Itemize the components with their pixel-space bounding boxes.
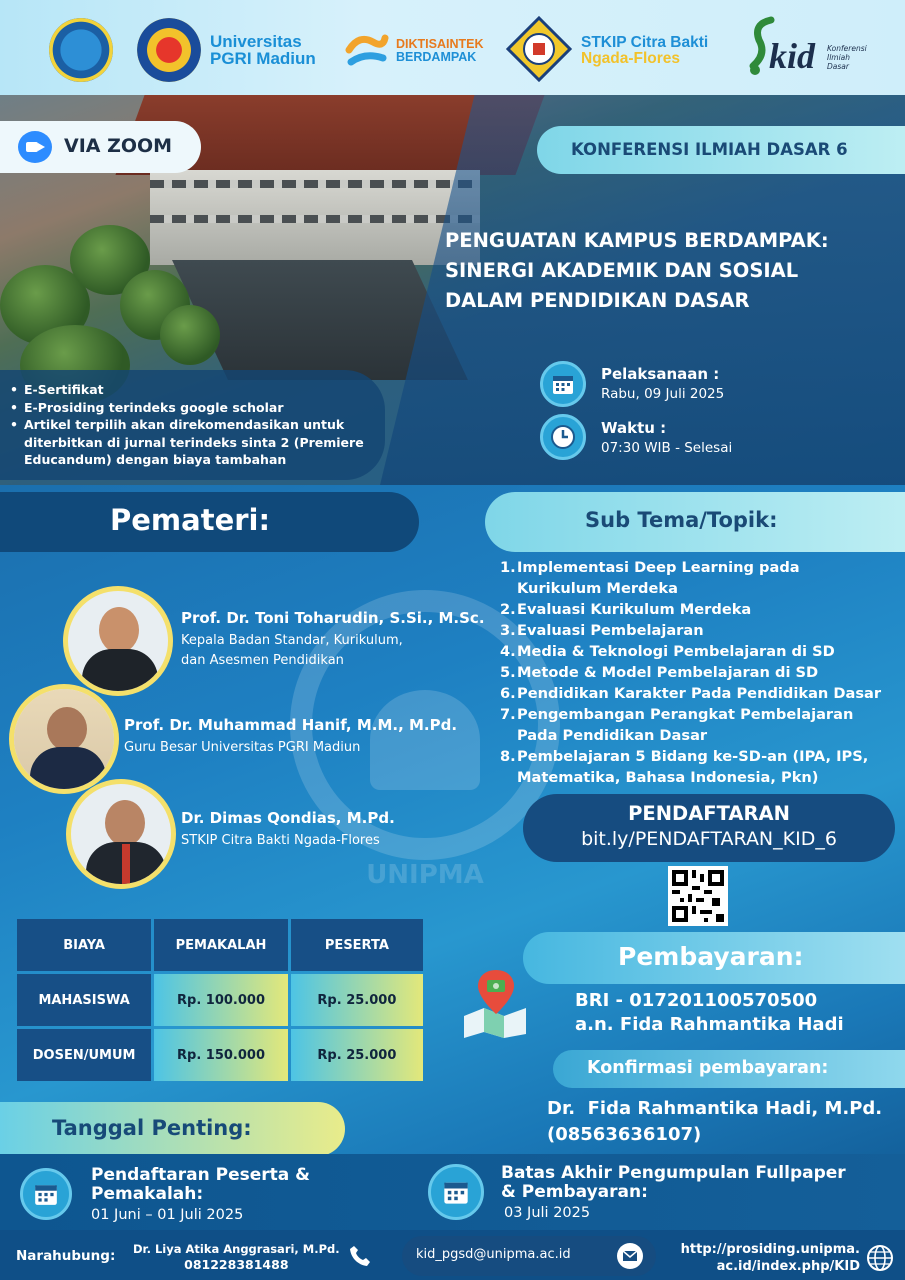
payment-account: BRI - 017201100570500 a.n. Fida Rahmantika Hadi	[575, 990, 844, 1035]
payment-heading-bar	[523, 932, 905, 984]
calendar-icon	[428, 1164, 484, 1220]
speaker-role: STKIP Citra Bakti Ngada-Flores	[181, 833, 380, 848]
topic-item: 4. Media & Teknologi Pembelajaran di SD	[500, 643, 835, 660]
fee-table	[14, 916, 426, 1084]
speaker-photo	[66, 779, 176, 889]
dates-heading-bar	[0, 1102, 345, 1156]
event-name-badge	[537, 126, 905, 174]
calendar-icon	[540, 361, 586, 407]
unipma-logo	[137, 18, 201, 82]
via-zoom-label: VIA ZOOM	[64, 135, 173, 157]
table-cell: Rp. 100.000	[154, 974, 288, 1026]
payment-map-icon	[460, 966, 532, 1038]
via-zoom-badge	[0, 121, 201, 173]
mail-icon	[617, 1243, 643, 1269]
date-value: Rabu, 09 Juli 2025	[601, 386, 725, 402]
table-header: PEMAKALAH	[154, 919, 288, 971]
stkip-wordmark: STKIP Citra Bakti Ngada-Flores	[581, 34, 709, 67]
time-label: Waktu :	[601, 419, 667, 437]
dates-heading: Tanggal Penting:	[52, 1116, 252, 1140]
table-row	[17, 974, 423, 1026]
speaker-role: Guru Besar Universitas PGRI Madiun	[124, 740, 361, 755]
speakers-heading: Pemateri:	[110, 503, 271, 537]
stkip-logo	[506, 16, 572, 82]
kid-logo: kid Konferensi Ilmiah Dasar	[745, 14, 865, 84]
benefit-item: • Artikel terpilih akan direkomendasikan untuk diterbitkan di jurnal terindeks sinta 2 (Premiere Educandum) dengan biaya tambahan	[10, 417, 364, 467]
website-url[interactable]: http://prosiding.unipma. ac.id/index.php/KID	[680, 1242, 860, 1274]
unipma-watermark: UNIPMA	[290, 590, 560, 900]
clock-icon	[540, 414, 586, 460]
topics-list	[500, 557, 900, 788]
email-pill[interactable]	[402, 1236, 656, 1276]
topic-item: 7. Pengembangan Perangkat Pembelajaran Pada Pendidikan Dasar	[500, 706, 854, 744]
topic-item: 3. Evaluasi Pembelajaran	[500, 622, 704, 639]
topic-item: 1. Implementasi Deep Learning pada Kurikulum Merdeka	[500, 559, 800, 597]
deadline-date: Batas Akhir Pengumpulan Fullpaper & Pembayaran: 03 Juli 2025	[501, 1163, 846, 1221]
globe-icon	[866, 1244, 894, 1272]
registration-date: Pendaftaran Peserta & Pemakalah: 01 Juni – 01 Juli 2025	[91, 1165, 310, 1223]
table-header: PESERTA	[291, 919, 423, 971]
date-label: Pelaksanaan :	[601, 365, 720, 383]
speaker-role: dan Asesmen Pendidikan	[181, 653, 344, 668]
zoom-icon	[18, 131, 52, 163]
topic-item: 8. Pembelajaran 5 Bidang ke-SD-an (IPA, IPS, Matematika, Bahasa Indonesia, Pkn)	[500, 748, 869, 786]
tut-wuri-logo	[49, 18, 113, 82]
benefits-box	[0, 370, 385, 480]
diktisaintek-logo	[345, 28, 389, 72]
unipma-wordmark: Universitas PGRI Madiun	[210, 32, 316, 68]
conference-title: PENGUATAN KAMPUS BERDAMPAK: SINERGI AKADEMIK DAN SOSIAL DALAM PENDIDIKAN DASAR	[445, 229, 829, 312]
payment-heading: Pembayaran:	[618, 942, 804, 971]
topic-item: 5. Metode & Model Pembelajaran di SD	[500, 664, 819, 681]
table-cell: Rp. 25.000	[291, 974, 423, 1026]
registration-box[interactable]	[523, 794, 895, 862]
phone-icon[interactable]	[348, 1244, 374, 1270]
time-value: 07:30 WIB - Selesai	[601, 440, 733, 456]
table-cell: MAHASISWA	[17, 974, 151, 1026]
logo-header	[0, 0, 905, 95]
benefit-item: • E-Sertifikat	[10, 382, 104, 397]
speakers-heading-bar	[0, 492, 419, 552]
speaker-photo	[9, 684, 119, 794]
registration-link[interactable]: bit.ly/PENDAFTARAN_KID_6	[581, 828, 837, 850]
confirm-contact: Dr. Fida Rahmantika Hadi, M.Pd. (08563636107)	[547, 1098, 883, 1145]
table-row	[17, 919, 423, 971]
confirm-heading: Konfirmasi pembayaran:	[587, 1058, 829, 1078]
table-cell: DOSEN/UMUM	[17, 1029, 151, 1081]
table-cell: Rp. 25.000	[291, 1029, 423, 1081]
contact-label: Narahubung:	[16, 1248, 116, 1264]
speaker-name: Prof. Dr. Muhammad Hanif, M.M., M.Pd.	[124, 716, 458, 734]
calendar-icon	[20, 1168, 72, 1220]
event-name: KONFERENSI ILMIAH DASAR 6	[571, 140, 848, 159]
contact-person: Dr. Liya Atika Anggrasari, M.Pd. 081228381488	[133, 1242, 340, 1272]
confirm-heading-bar	[553, 1050, 905, 1088]
registration-label: PENDAFTARAN	[628, 802, 790, 825]
speaker-role: Kepala Badan Standar, Kurikulum,	[181, 633, 403, 648]
topics-heading-bar	[485, 492, 905, 552]
speaker-name: Dr. Dimas Qondias, M.Pd.	[181, 809, 395, 827]
table-cell: Rp. 150.000	[154, 1029, 288, 1081]
speaker-name: Prof. Dr. Toni Toharudin, S.Si., M.Sc.	[181, 609, 485, 627]
table-row	[17, 1029, 423, 1081]
email-address[interactable]: kid_pgsd@unipma.ac.id	[416, 1247, 571, 1262]
topic-item: 6. Pendidikan Karakter Pada Pendidikan Dasar	[500, 685, 882, 702]
topics-heading: Sub Tema/Topik:	[585, 508, 778, 532]
diktisaintek-wordmark: DIKTISAINTEK BERDAMPAK	[396, 37, 484, 64]
speaker-photo	[63, 586, 173, 696]
benefit-item: • E-Prosiding terindeks google scholar	[10, 399, 284, 415]
qr-code[interactable]	[668, 866, 728, 926]
table-header: BIAYA	[17, 919, 151, 971]
topic-item: 2. Evaluasi Kurikulum Merdeka	[500, 601, 752, 618]
